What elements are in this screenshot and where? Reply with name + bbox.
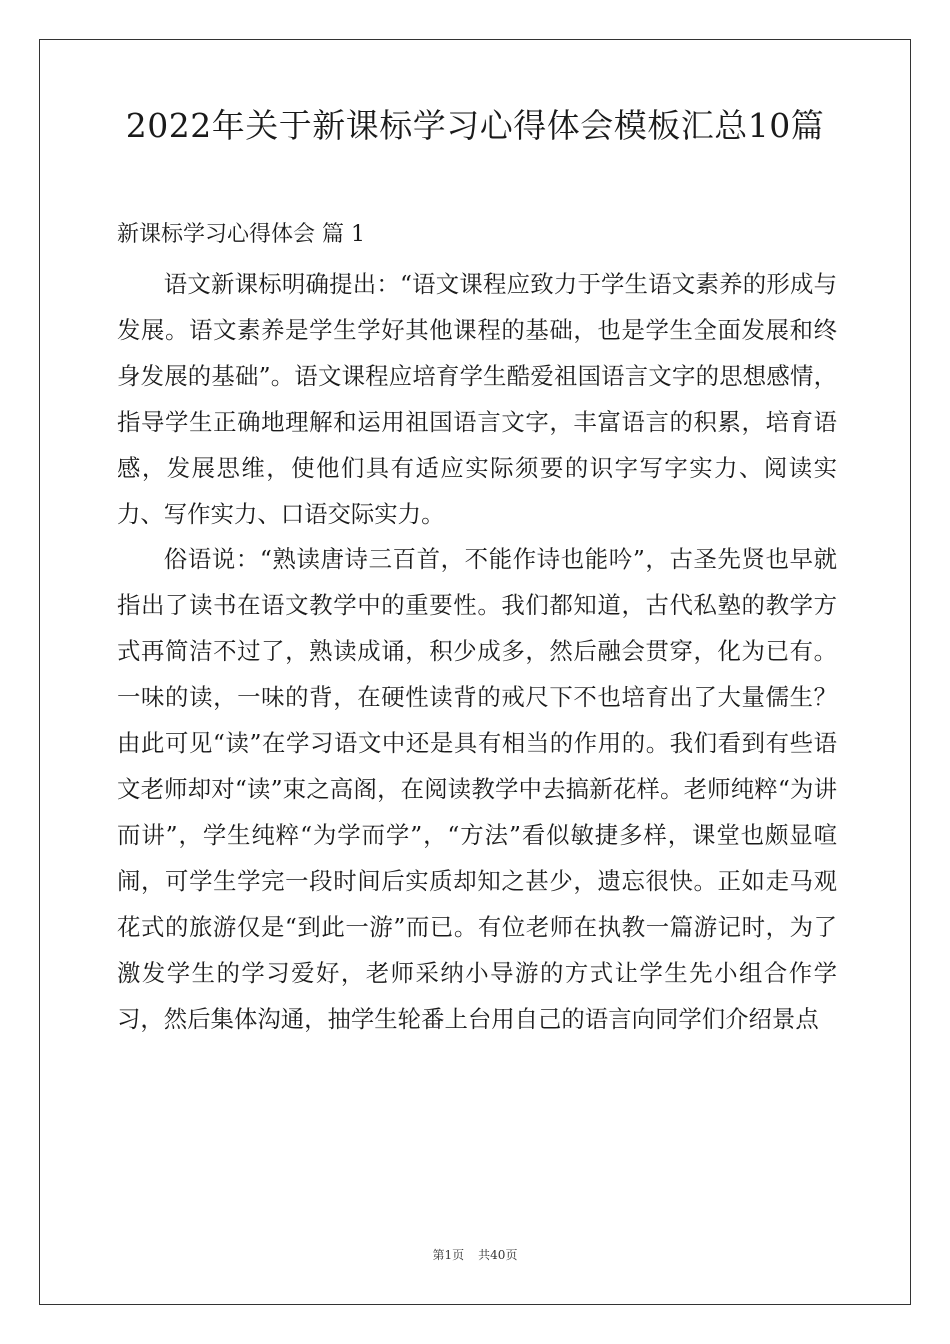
page-footer [0, 1247, 950, 1263]
body-paragraph: 俗语说：“熟读唐诗三百首，不能作诗也能吟”，古圣先贤也早就指出了读书在语文教学中的重要性。我们都知道，古代私塾的教学方式再简洁不过了，熟读成诵，积少成多，然后融会贯穿，化为已有。一味的读，一味的背，在硬性读背的戒尺下不也培育出了大量儒生？由此可见“读”在学习语文中还是具有相当的作用的。我们看到有些语文老师却对“读”束之高阁，在阅读教学中去搞新花样。老师纯粹“为讲而讲”，学生纯粹“为学而学”，“方法”看似敏捷多样，课堂也颇显喧闹，可学生学完一段时间后实质却知之甚少，遗忘很快。正如走马观花式的旅游仅是“到此一游”而已。有位老师在执教一篇游记时，为了激发学生的学习爱好，老师采纳小导游的方式让学生先小组合作学习，然后集体沟通，抽学生轮番上台用自己的语言向同学们介绍景点 [117, 545, 837, 1033]
body-paragraph: 语文新课标明确提出：“语文课程应致力于学生语文素养的形成与发展。语文素养是学生学好其他课程的基础，也是学生全面发展和终身发展的基础”。语文课程应培育学生酷爱祖国语言文字的思想感情，指导学生正确地理解和运用祖国语言文字，丰富语言的积累，培育语感，发展思维，使他们具有适应实际须要的识字写字实力、阅读实力、写作实力、口语交际实力。 [117, 270, 837, 528]
document-body [117, 262, 837, 1042]
section-heading: 新课标学习心得体会 篇 1 [117, 222, 365, 247]
page-number: 第1页 [432, 1248, 465, 1262]
page-total: 共40页 [478, 1248, 518, 1262]
document-title: 2022年关于新课标学习心得体会模板汇总10篇 [125, 106, 825, 145]
